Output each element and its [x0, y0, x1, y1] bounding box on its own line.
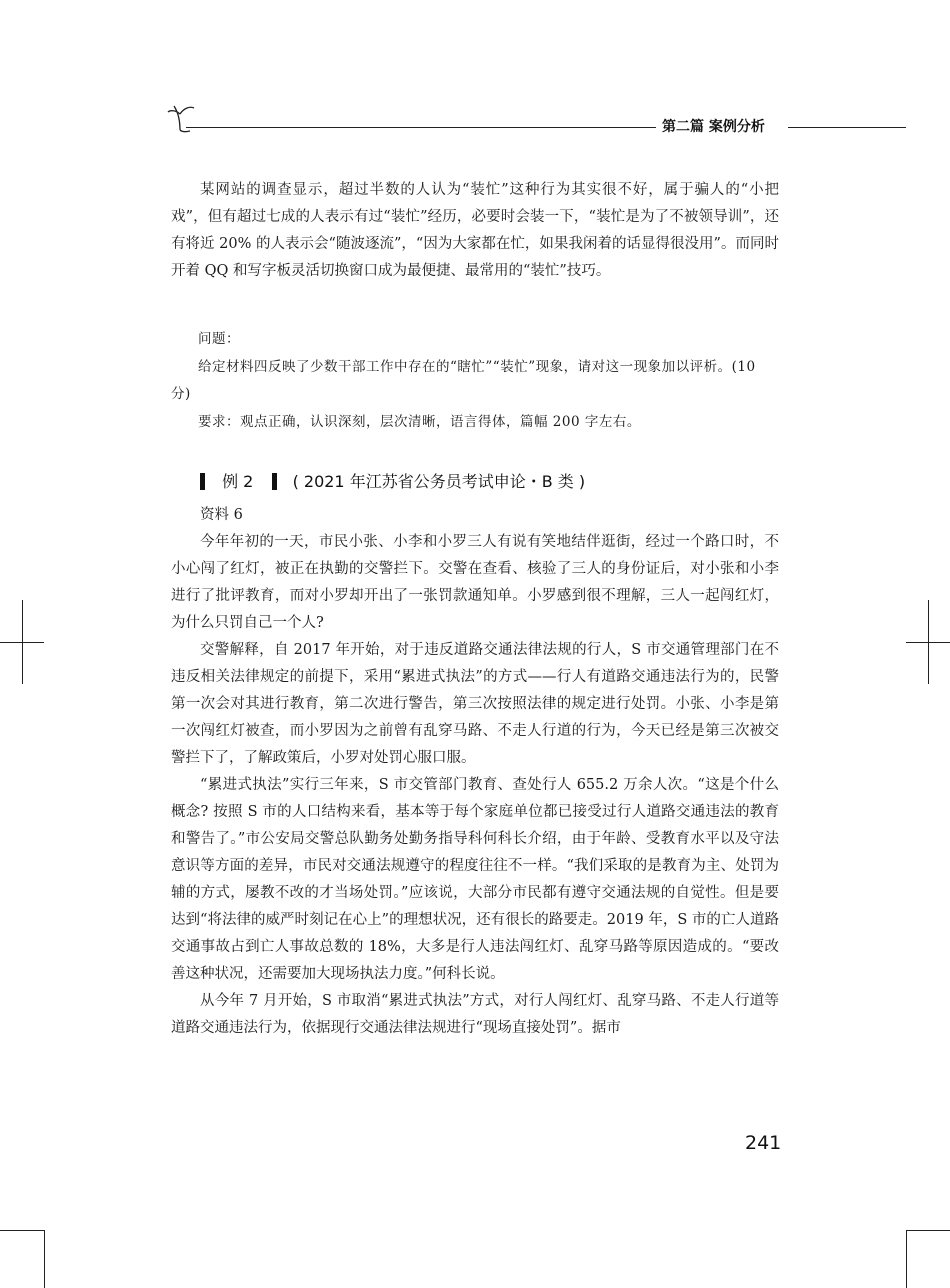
heading-bar-left [200, 473, 205, 490]
question-requirement: 要求：观点正确，认识深刻，层次清晰，语言得体，篇幅 200 字左右。 [198, 413, 641, 430]
question-label: 问题： [198, 331, 240, 347]
question-text: 给定材料四反映了少数干部工作中存在的“瞎忙”“装忙”现象，请对这一现象加以评析。(10 分) [171, 358, 756, 402]
intro-paragraph: 某网站的调查显示，超过半数的人认为“装忙”这种行为其实很不好，属于骗人的“小把戏”，但有超过七成的人表示有过“装忙”经历，必要时会装一下，“装忙是为了不被领导训”，还有将近 20% 的人表示会“随波逐流”，“因为大家都在忙，如果我闲着的话显得很没用”。而同时开着 QQ 和写字板灵活切换窗口成为最便捷、最常用的“装忙”技巧。 [171, 182, 779, 279]
header-rule-left [186, 127, 656, 128]
question-block [171, 326, 779, 436]
header-rule-right [788, 127, 906, 128]
heading-bar-right [272, 473, 277, 490]
crop-mark-right-vertical [928, 600, 929, 684]
material-paragraph: 今年年初的一天，市民小张、小李和小罗三人有说有笑地结伴逛街，经过一个路口时，不小心闯了红灯，被正在执勤的交警拦下。交警在查看、核验了三人的身份证后，对小张和小李进行了批评教育，而对小罗却开出了一张罚款通知单。小罗感到很不理解，三人一起闯红灯，为什么只罚自己一个人? [171, 534, 779, 631]
material-title: 资料 6 [200, 507, 243, 523]
material-paragraph: 从今年 7 月开始，S 市取消“累进式执法”方式，对行人闯红灯、乱穿马路、不走人行道等道路交通违法行为，依据现行交通法律法规进行“现场直接处罚”。据市 [171, 993, 779, 1036]
crop-mark-bottom-left [0, 1230, 44, 1231]
crop-mark-bottom-left-vertical [44, 1230, 45, 1288]
crop-mark-bottom-right [906, 1230, 950, 1231]
example-label: 例 2 [222, 472, 254, 491]
page-number: 241 [745, 1132, 782, 1154]
leaf-ornament-icon [166, 100, 196, 134]
example-heading [200, 469, 585, 492]
example-source: ( 2021 年江苏省公务员考试申论・B 类 ) [292, 472, 586, 491]
crop-mark-bottom-right-vertical [906, 1230, 907, 1288]
chapter-title: 第二篇 案例分析 [662, 119, 765, 135]
crop-mark-left-vertical [22, 600, 23, 684]
intro-paragraph-block [171, 177, 779, 285]
material-paragraph: 交警解释，自 2017 年开始，对于违反道路交通法律法规的行人，S 市交通管理部门在不违反相关法律规定的前提下，采用“累进式执法”的方式——行人有道路交通违法行为的，民警第一次会对其进行教育，第二次进行警告，第三次按照法律的规定进行处罚。小张、小李是第一次闯红灯被查，而小罗因为之前曾有乱穿马路、不走人行道的行为，今天已经是第三次被交警拦下了，了解政策后，小罗对处罚心服口服。 [171, 642, 779, 766]
material-paragraph: “累进式执法”实行三年来，S 市交管部门教育、查处行人 655.2 万余人次。“这是个什么概念? 按照 S 市的人口结构来看，基本等于每个家庭单位都已接受过行人道路交通违法的教育和警告了。”市公安局交警总队勤务处勤务指导科何科长介绍，由于年龄、受教育水平以及守法意识等方面的差异，市民对交通法规遵守的程度往往不一样。“我们采取的是教育为主、处罚为辅的方式，屡教不改的才当场处罚。”应该说，大部分市民都有遵守交通法规的自觉性。但是要达到“将法律的威严时刻记在心上”的理想状况，还有很长的路要走。2019 年，S 市的亡人道路交通事故占到亡人事故总数的 18%，大多是行人违法闯红灯、乱穿马路等原因造成的。“要改善这种状况，还需要加大现场执法力度。”何科长说。 [171, 777, 779, 982]
material-block [171, 502, 779, 1042]
